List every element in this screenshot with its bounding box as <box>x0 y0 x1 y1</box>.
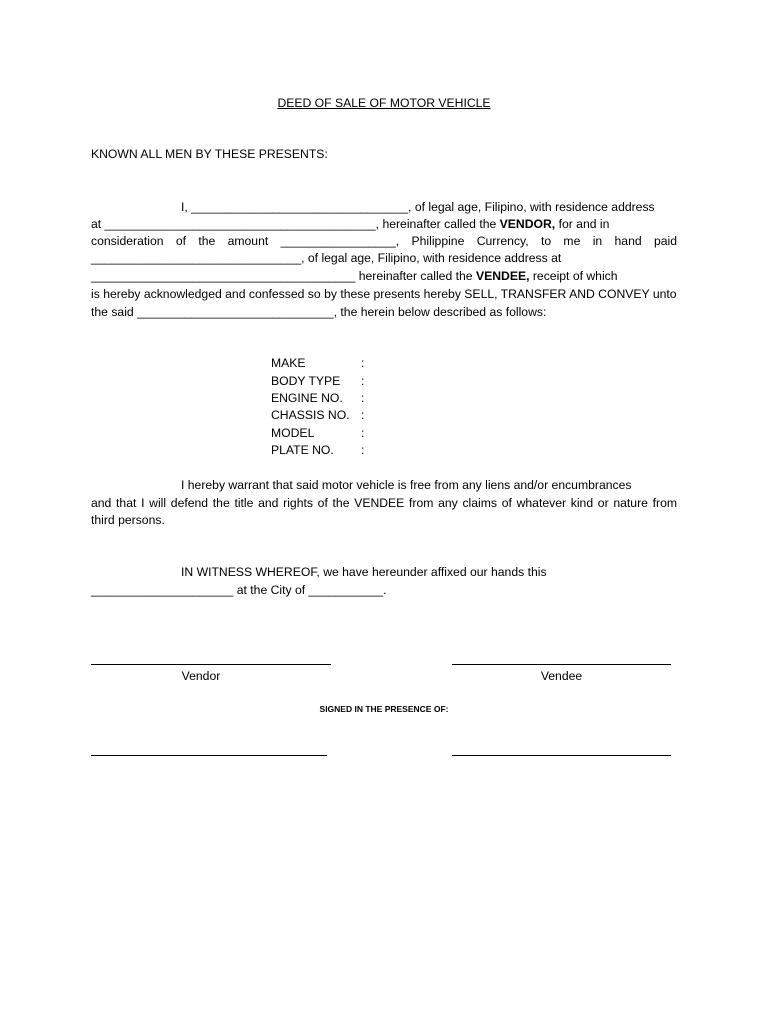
spec-engine-no-colon: : <box>361 391 365 405</box>
spec-make-colon: : <box>361 356 365 370</box>
vendor-label: Vendor <box>181 669 221 683</box>
salutation: KNOWN ALL MEN BY THESE PRESENTS: <box>91 147 328 161</box>
para1-line2-text: at ________________________________________, hereinafter called the <box>91 217 500 231</box>
spec-body-type-label: BODY TYPE <box>271 374 341 388</box>
para1-line5-end: receipt of which <box>529 269 618 283</box>
para2-line3: third persons. <box>91 513 165 527</box>
spec-make-label: MAKE <box>271 356 306 370</box>
para1-line5-text: _______________________________________ hereinafter called the <box>91 269 476 283</box>
para1-line6: is hereby acknowledged and confessed so by these presents hereby SELL, TRANSFER AND CONVEY unto <box>91 287 677 301</box>
witness-line2: _____________________ at the City of ___________. <box>91 583 387 597</box>
witness-line1: IN WITNESS WHEREOF, we have hereunder affixed our hands this <box>181 565 547 579</box>
spec-body-type-colon: : <box>361 374 365 388</box>
vendee-term: VENDEE, <box>475 269 530 283</box>
para2-line2: and that I will defend the title and rights of the VENDEE from any claims of whatever kind or nature from <box>91 496 677 510</box>
para1-line5 <box>91 269 618 283</box>
vendor-signature-line <box>91 664 331 665</box>
spec-chassis-no-label: CHASSIS NO. <box>271 408 350 422</box>
spec-plate-no-label: PLATE NO. <box>271 443 334 457</box>
para2-line1: I hereby warrant that said motor vehicle is free from any liens and/or encumbrances <box>181 478 632 492</box>
spec-model-colon: : <box>361 426 365 440</box>
para1-line1: I, ________________________________, of legal age, Filipino, with residence address <box>181 200 655 214</box>
vendee-label: Vendee <box>540 669 583 683</box>
spec-engine-no-label: ENGINE NO. <box>271 391 343 405</box>
para1-line4: _______________________________, of legal age, Filipino, with residence address at <box>91 251 562 265</box>
document-title: DEED OF SALE OF MOTOR VEHICLE <box>277 96 491 110</box>
spec-model-label: MODEL <box>271 426 315 440</box>
witness2-signature-line <box>452 755 671 756</box>
vendor-term: VENDOR, <box>499 217 556 231</box>
signed-in-presence-heading: SIGNED IN THE PRESENCE OF: <box>319 704 449 714</box>
para1-line2-end: for and in <box>555 217 610 231</box>
spec-plate-no-colon: : <box>361 443 365 457</box>
vendee-signature-line <box>452 664 671 665</box>
spec-chassis-no-colon: : <box>361 408 365 422</box>
para1-line3: consideration of the amount _________________, Philippine Currency, to me in hand paid <box>91 234 677 248</box>
para1-line2 <box>91 217 609 231</box>
para1-line7: the said _____________________________, the herein below described as follows: <box>91 305 547 319</box>
witness1-signature-line <box>91 755 327 756</box>
